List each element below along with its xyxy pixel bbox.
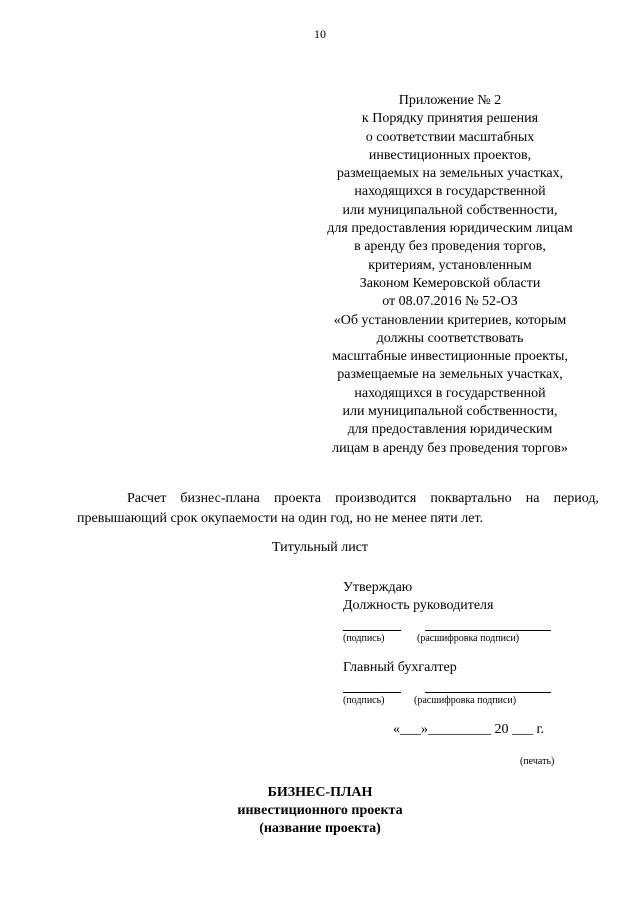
appendix-line: масштабные инвестиционные проекты, xyxy=(332,349,568,365)
appendix-header xyxy=(300,92,600,458)
appendix-line: или муниципальной собственности, xyxy=(342,202,558,218)
signature-line xyxy=(343,630,401,631)
title-sheet-heading: Титульный лист xyxy=(271,540,369,555)
intro-line-1: Расчет бизнес-плана проекта производится поквартально на период, xyxy=(127,491,599,506)
chief-signature-caption: (подпись) xyxy=(343,695,385,706)
project-name-placeholder: (название проекта) xyxy=(259,821,381,836)
appendix-line: Приложение № 2 xyxy=(398,93,502,108)
appendix-line: размещаемые на земельных участках, xyxy=(337,367,563,383)
appendix-line: от 08.07.2016 № 52-ОЗ xyxy=(382,294,518,310)
appendix-line: «Об установлении критериев, которым xyxy=(333,312,567,328)
appendix-line: в аренду без проведения торгов, xyxy=(354,239,546,255)
appendix-line: для предоставления юридическим xyxy=(347,422,553,438)
appendix-line: находящихся в государственной xyxy=(354,385,546,401)
page-number: 10 xyxy=(314,27,326,41)
appendix-line: инвестиционных проектов, xyxy=(368,147,532,163)
appendix-line: о соответствии масштабных xyxy=(365,129,535,145)
position-label: Должность руководителя xyxy=(343,598,494,613)
approve-label: Утверждаю xyxy=(343,580,413,595)
appendix-line: размещаемых на земельных участках, xyxy=(336,166,564,182)
chief-decode-line xyxy=(425,692,551,693)
chief-signature-line xyxy=(343,692,401,693)
appendix-line: критериям, установленным xyxy=(368,257,532,273)
decode-line xyxy=(425,630,551,631)
appendix-line: находящихся в государственной xyxy=(354,184,546,200)
business-plan-title-block xyxy=(0,784,640,838)
chief-accountant-label: Главный бухгалтер xyxy=(343,660,457,675)
appendix-line: лицам в аренду без проведения торгов» xyxy=(332,440,568,456)
decode-caption: (расшифровка подписи) xyxy=(417,633,520,644)
business-plan-subtitle: инвестиционного проекта xyxy=(237,803,403,818)
appendix-line: или муниципальной собственности, xyxy=(342,404,558,420)
appendix-line: должны соответствовать xyxy=(376,330,524,346)
appendix-line: Законом Кемеровской области xyxy=(359,275,541,291)
intro-line-2: превышающий срок окупаемости на один год, но не менее пяти лет. xyxy=(77,511,484,526)
seal-caption: (печать) xyxy=(520,756,555,767)
appendix-line: для предоставления юридическим лицам xyxy=(327,221,573,237)
date-line: «___»_________ 20 ___ г. xyxy=(393,722,545,737)
chief-decode-caption: (расшифровка подписи) xyxy=(414,695,517,706)
signature-caption: (подпись) xyxy=(343,633,385,644)
business-plan-title: БИЗНЕС-ПЛАН xyxy=(267,785,373,800)
intro-paragraph xyxy=(77,489,599,529)
appendix-line: к Порядку принятия решения xyxy=(361,111,539,127)
